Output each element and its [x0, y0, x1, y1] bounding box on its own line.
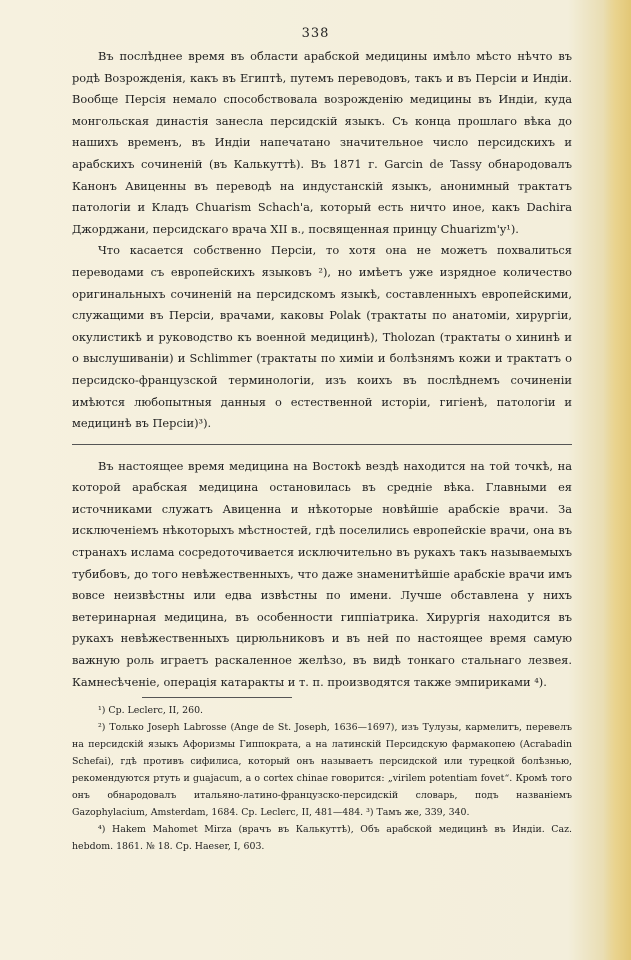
- footnote-2: ²) Только Joseph Labrosse (Ange de St. Joseph, 1636—1697), изъ Тулузы, кармелитъ, перевелъ на персидскій языкъ Афоризмы Гиппократа, а на латинскій Персидскую фармакопею (Acrabadin Schefai), гдѣ противъ сифилиса, который онъ называетъ персидской или турецкой болѣзнью, рекомендуются ртуть и guajacum, а о cortex chinae говорится: „virilem potentiam fovet“. Кромѣ того онъ обнародовалъ итальяно-латино-французско-персидскій словарь, подъ названіемъ Gazophylacium, Amsterdam, 1684. Cp. Leclerc, II, 481—484. ³) Тамъ же, 339, 340.: [72, 722, 572, 819]
- page-number: 338: [301, 26, 330, 41]
- page-body: [72, 46, 572, 855]
- paragraph-3: Въ настоящее время медицина на Востокѣ вездѣ находится на той точкѣ, на которой арабская медицина остановилась въ средніе вѣка. Главными ея источниками служатъ Авиценна и нѣкоторые новѣйшіе арабскіе врачи. За исключеніемъ нѣкоторыхъ мѣстностей, гдѣ поселились европейскіе врачи, она въ странахъ ислама сосредоточивается исключительно въ рукахъ такъ называемыхъ тубибовъ, до того невѣжественныхъ, что даже знаменитѣйшіе арабскіе врачи имъ вовсе неизвѣстны или едва извѣстны по имени. Лучше обставлена у нихъ ветеринарная медицина, въ особенности гиппіатрика. Хирургія находится въ рукахъ невѣжественныхъ цирюльниковъ и въ ней по настоящее время самую важную роль играетъ раскаленное желѣзо, въ видѣ тонкаго стальнаго лезвея. Камнесѣченіе, операція катаракты и т. п. производятся также эмпириками ⁴).: [72, 458, 572, 689]
- paragraph-1: Въ послѣднее время въ области арабской медицины имѣло мѣсто нѣчто въ родѣ Возрожденія, какъ въ Египтѣ, путемъ переводовъ, такъ и въ Персіи и Индіи. Вообще Персія немало способствовала возрожденію медицины въ Индіи, куда монгольская династія занесла персидскій языкъ. Съ конца прошлаго вѣка до нашихъ временъ, въ Индіи напечатано значительное число персидскихъ и арабскихъ сочиненій (въ Калькуттѣ). Въ 1871 г. Garcin de Tassy обнародовалъ Канонъ Авиценны въ переводѣ на индустанскій языкъ, анонимный трактатъ патологіи и Кладъ Chuarism Schach'a, который есть ничто иное, какъ Dachira Джорджани, персидскаго врача XII в., посвященная принцу Chuarizm'y¹).: [72, 49, 572, 236]
- footnote-separator: [142, 697, 292, 698]
- footnote-1: ¹) Cp. Leclerc, II, 260.: [98, 705, 204, 717]
- page-edge-shadow: [603, 0, 631, 960]
- paragraph-2: Что касается собственно Персіи, то хотя она не можетъ похвалиться переводами съ европейскихъ языковъ ²), но имѣетъ уже изрядное количество оригинальныхъ сочиненій на персидскомъ языкѣ, составленныхъ европейскими, служащими въ Персіи, врачами, каковы Polak (трактаты по анатоміи, хирургіи, окулистикѣ и руководство къ военной медицинѣ), Tholozan (трактаты о хининѣ и о выслушиваніи) и Schlimmer (трактаты по химіи и болѣзнямъ кожи и трактатъ о персидско-французской терминологіи, изъ коихъ въ послѣднемъ сочиненіи имѣются любопытныя данныя о естественной исторіи, гигіенѣ, патологіи и медицинѣ въ Персіи)³).: [72, 243, 572, 431]
- section-divider: [72, 444, 572, 445]
- footnote-4: ⁴) Hakem Mahomet Mirza (врачъ въ Калькуттѣ), Объ арабской медицинѣ въ Индіи. Caz. hebdom. 1861. № 18. Cp. Haeser, I, 603.: [72, 824, 572, 853]
